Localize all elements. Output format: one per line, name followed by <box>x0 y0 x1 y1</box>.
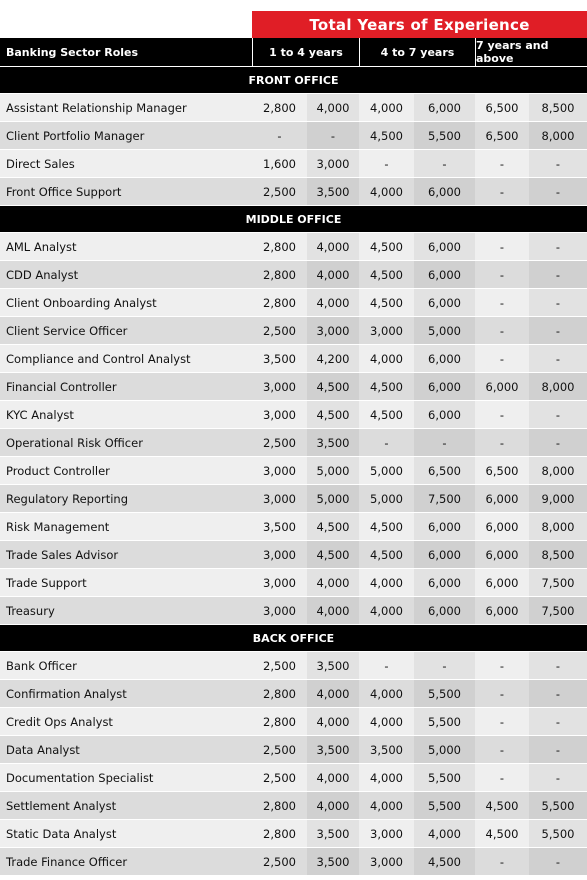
salary-cell: 5,500 <box>414 708 475 735</box>
salary-cell: 4,500 <box>307 373 359 400</box>
banner-row <box>0 11 587 38</box>
salary-cell: 3,500 <box>307 736 359 763</box>
salary-cell: - <box>529 736 587 763</box>
salary-cell: 2,800 <box>263 798 296 813</box>
salary-cell: - <box>499 267 505 282</box>
role-column-header: Banking Sector Roles <box>6 45 139 59</box>
salary-cell: - <box>499 686 505 701</box>
salary-cell: 2,500 <box>263 658 296 673</box>
salary-cell: - <box>414 150 475 177</box>
role-name: CDD Analyst <box>6 267 79 282</box>
salary-cell: - <box>529 317 587 344</box>
salary-cell: - <box>529 345 587 372</box>
table-row <box>0 679 587 707</box>
salary-cell: 4,000 <box>370 714 403 729</box>
section-header: MIDDLE OFFICE <box>0 205 587 232</box>
salary-cell: - <box>499 295 505 310</box>
salary-cell: 4,000 <box>370 686 403 701</box>
table-row <box>0 847 587 875</box>
table-row <box>0 735 587 763</box>
table-row <box>0 456 587 484</box>
table-row <box>0 316 587 344</box>
salary-cell: 6,000 <box>414 373 475 400</box>
salary-cell: 4,500 <box>370 407 403 422</box>
salary-cell: 5,500 <box>414 792 475 819</box>
salary-cell: 2,800 <box>263 295 296 310</box>
salary-cell: 3,000 <box>370 826 403 841</box>
salary-cell: 6,000 <box>414 597 475 624</box>
salary-cell: 4,000 <box>414 820 475 847</box>
salary-cell: 6,000 <box>414 178 475 205</box>
salary-cell: 8,500 <box>529 541 587 568</box>
salary-cell: 4,000 <box>307 680 359 707</box>
salary-cell: 3,500 <box>370 742 403 757</box>
salary-cell: 3,000 <box>263 603 296 618</box>
salary-cell: 6,000 <box>414 261 475 288</box>
salary-cell: 4,000 <box>307 597 359 624</box>
table-header <box>0 38 587 66</box>
salary-cell: 3,500 <box>307 429 359 456</box>
table-row <box>0 400 587 428</box>
salary-cell: - <box>307 122 359 149</box>
salary-cell: 8,000 <box>529 373 587 400</box>
salary-cell: 6,500 <box>485 128 519 143</box>
salary-cell: - <box>529 708 587 735</box>
salary-cell: - <box>529 429 587 456</box>
table-row <box>0 512 587 540</box>
salary-cell: 7,500 <box>529 597 587 624</box>
salary-cell: 4,000 <box>370 575 403 590</box>
table-row <box>0 651 587 679</box>
salary-cell: - <box>499 407 505 422</box>
salary-cell: 4,500 <box>370 547 403 562</box>
salary-cell: 4,500 <box>485 798 519 813</box>
salary-cell: 4,000 <box>307 569 359 596</box>
salary-cell: 4,000 <box>307 764 359 791</box>
salary-cell: 2,800 <box>263 239 296 254</box>
salary-cell: 4,500 <box>414 848 475 875</box>
salary-cell: - <box>529 261 587 288</box>
role-name: Credit Ops Analyst <box>6 714 113 729</box>
salary-cell: 2,800 <box>263 686 296 701</box>
salary-cell: 3,000 <box>263 463 296 478</box>
role-name: Product Controller <box>6 463 110 478</box>
salary-cell: - <box>529 848 587 875</box>
table-row <box>0 819 587 847</box>
salary-cell: - <box>499 742 505 757</box>
table-row <box>0 260 587 288</box>
salary-cell: 5,000 <box>414 736 475 763</box>
salary-cell: 3,500 <box>263 519 296 534</box>
salary-cell: 6,000 <box>485 519 519 534</box>
table-row <box>0 232 587 260</box>
role-name: Treasury <box>6 603 55 618</box>
salary-cell: 4,000 <box>307 289 359 316</box>
salary-cell: 5,500 <box>414 680 475 707</box>
table-row <box>0 288 587 316</box>
salary-cell: - <box>499 239 505 254</box>
salary-cell: 3,000 <box>370 323 403 338</box>
salary-cell: 4,000 <box>307 233 359 260</box>
salary-cell: - <box>384 156 389 171</box>
role-name: Operational Risk Officer <box>6 435 143 450</box>
salary-cell: 4,000 <box>370 351 403 366</box>
salary-cell: - <box>529 150 587 177</box>
role-name: Client Service Officer <box>6 323 128 338</box>
salary-cell: 4,500 <box>370 295 403 310</box>
salary-cell: 6,000 <box>414 569 475 596</box>
role-name: Trade Sales Advisor <box>6 547 119 562</box>
salary-cell: 3,500 <box>307 652 359 679</box>
salary-cell: 4,000 <box>307 261 359 288</box>
salary-cell: 2,800 <box>263 826 296 841</box>
table-row <box>0 763 587 791</box>
role-name: Client Portfolio Manager <box>6 128 145 143</box>
salary-cell: - <box>529 652 587 679</box>
role-name: Risk Management <box>6 519 110 534</box>
salary-cell: 4,000 <box>370 100 403 115</box>
salary-cell: 6,000 <box>485 491 519 506</box>
salary-cell: - <box>499 323 505 338</box>
salary-cell: 3,500 <box>307 848 359 875</box>
salary-cell: 4,000 <box>370 184 403 199</box>
salary-cell: - <box>529 289 587 316</box>
salary-cell: 4,000 <box>370 798 403 813</box>
salary-cell: - <box>499 156 505 171</box>
salary-cell: 2,500 <box>263 435 296 450</box>
table-row <box>0 568 587 596</box>
salary-cell: 5,000 <box>414 317 475 344</box>
salary-cell: - <box>414 652 475 679</box>
salary-cell: 2,500 <box>263 742 296 757</box>
role-name: Confirmation Analyst <box>6 686 127 701</box>
role-name: Documentation Specialist <box>6 770 154 785</box>
salary-cell: 4,500 <box>307 513 359 540</box>
salary-cell: 4,500 <box>485 826 519 841</box>
table-row <box>0 707 587 735</box>
salary-cell: 2,500 <box>263 854 296 869</box>
salary-cell: - <box>277 128 282 143</box>
experience-banner: Total Years of Experience <box>252 11 587 38</box>
salary-cell: - <box>499 658 505 673</box>
salary-cell: 3,000 <box>263 547 296 562</box>
salary-cell: 4,500 <box>370 267 403 282</box>
salary-cell: 5,500 <box>414 764 475 791</box>
role-name: Front Office Support <box>6 184 122 199</box>
salary-cell: 5,500 <box>529 792 587 819</box>
role-name: Compliance and Control Analyst <box>6 351 191 366</box>
salary-cell: 6,500 <box>485 463 519 478</box>
salary-cell: 1,600 <box>263 156 296 171</box>
salary-cell: - <box>384 658 389 673</box>
salary-cell: - <box>499 714 505 729</box>
section-header: BACK OFFICE <box>0 624 587 651</box>
table-row <box>0 177 587 205</box>
salary-cell: 2,500 <box>263 184 296 199</box>
salary-cell: 9,000 <box>529 485 587 512</box>
salary-cell: 8,000 <box>529 122 587 149</box>
salary-cell: 3,000 <box>263 491 296 506</box>
salary-cell: 8,000 <box>529 513 587 540</box>
role-name: Bank Officer <box>6 658 77 673</box>
salary-cell: 5,000 <box>370 463 403 478</box>
salary-cell: 3,000 <box>263 407 296 422</box>
salary-cell: - <box>499 435 505 450</box>
salary-cell: 6,000 <box>485 603 519 618</box>
salary-cell: 4,500 <box>307 401 359 428</box>
salary-cell: 4,000 <box>370 770 403 785</box>
salary-cell: 2,800 <box>263 100 296 115</box>
salary-cell: 6,500 <box>485 100 519 115</box>
salary-cell: 2,800 <box>263 267 296 282</box>
salary-cell: 3,000 <box>370 854 403 869</box>
salary-cell: 4,200 <box>307 345 359 372</box>
role-name: Regulatory Reporting <box>6 491 129 506</box>
salary-cell: 5,500 <box>414 122 475 149</box>
salary-cell: 3,500 <box>263 351 296 366</box>
salary-cell: 3,000 <box>263 575 296 590</box>
banner-spacer <box>0 11 252 38</box>
table-row <box>0 121 587 149</box>
role-name: Static Data Analyst <box>6 826 117 841</box>
salary-cell: 3,000 <box>263 379 296 394</box>
salary-cell: 3,000 <box>307 150 359 177</box>
role-name: Trade Finance Officer <box>6 854 128 869</box>
role-name: AML Analyst <box>6 239 77 254</box>
table-body <box>0 66 587 875</box>
salary-cell: 4,500 <box>307 541 359 568</box>
salary-cell: - <box>499 184 505 199</box>
salary-cell: 2,800 <box>263 714 296 729</box>
salary-cell: 6,000 <box>414 289 475 316</box>
salary-cell: - <box>529 764 587 791</box>
table-row <box>0 791 587 819</box>
group-header-7-plus: 7 years and above <box>475 38 587 66</box>
role-name: Financial Controller <box>6 379 117 394</box>
salary-cell: - <box>529 680 587 707</box>
role-name: Assistant Relationship Manager <box>6 100 187 115</box>
salary-cell: 4,500 <box>370 128 403 143</box>
salary-cell: 4,000 <box>370 603 403 618</box>
salary-cell: 6,000 <box>414 345 475 372</box>
salary-cell: 6,000 <box>414 233 475 260</box>
role-name: Data Analyst <box>6 742 80 757</box>
salary-cell: 5,000 <box>307 457 359 484</box>
table-row <box>0 428 587 456</box>
salary-cell: 4,500 <box>370 239 403 254</box>
salary-cell: 5,000 <box>370 491 403 506</box>
salary-cell: 6,500 <box>414 457 475 484</box>
salary-cell: 3,500 <box>307 820 359 847</box>
salary-cell: 6,000 <box>414 94 475 121</box>
salary-cell: 2,500 <box>263 323 296 338</box>
salary-cell: 4,000 <box>307 708 359 735</box>
salary-table-sheet <box>0 11 587 880</box>
salary-cell: - <box>384 435 389 450</box>
salary-cell: - <box>529 178 587 205</box>
table-row <box>0 540 587 568</box>
role-name: Trade Support <box>6 575 87 590</box>
role-name: KYC Analyst <box>6 407 74 422</box>
salary-cell: 8,500 <box>529 94 587 121</box>
table-row <box>0 596 587 624</box>
salary-cell: 4,500 <box>370 519 403 534</box>
table-row <box>0 344 587 372</box>
role-name: Settlement Analyst <box>6 798 117 813</box>
group-header-1-to-4: 1 to 4 years <box>252 38 359 66</box>
salary-cell: 7,500 <box>414 485 475 512</box>
table-row <box>0 372 587 400</box>
salary-cell: - <box>414 429 475 456</box>
role-name: Direct Sales <box>6 156 75 171</box>
salary-cell: 8,000 <box>529 457 587 484</box>
salary-cell: 6,000 <box>414 541 475 568</box>
salary-cell: - <box>499 351 505 366</box>
table-row <box>0 93 587 121</box>
salary-cell: 6,000 <box>485 547 519 562</box>
salary-cell: - <box>499 770 505 785</box>
salary-cell: 3,000 <box>307 317 359 344</box>
salary-cell: 2,500 <box>263 770 296 785</box>
salary-cell: - <box>529 233 587 260</box>
salary-cell: 6,000 <box>485 379 519 394</box>
salary-cell: 3,500 <box>307 178 359 205</box>
salary-cell: 6,000 <box>414 513 475 540</box>
group-header-4-to-7: 4 to 7 years <box>359 38 475 66</box>
salary-cell: 7,500 <box>529 569 587 596</box>
salary-cell: - <box>529 401 587 428</box>
role-name: Client Onboarding Analyst <box>6 295 157 310</box>
salary-cell: - <box>499 854 505 869</box>
salary-cell: 5,500 <box>529 820 587 847</box>
salary-cell: 4,000 <box>307 94 359 121</box>
table-row <box>0 149 587 177</box>
salary-cell: 4,500 <box>370 379 403 394</box>
salary-cell: 6,000 <box>414 401 475 428</box>
table-row <box>0 484 587 512</box>
salary-cell: 5,000 <box>307 485 359 512</box>
section-header: FRONT OFFICE <box>0 66 587 93</box>
salary-cell: 6,000 <box>485 575 519 590</box>
salary-cell: 4,000 <box>307 792 359 819</box>
